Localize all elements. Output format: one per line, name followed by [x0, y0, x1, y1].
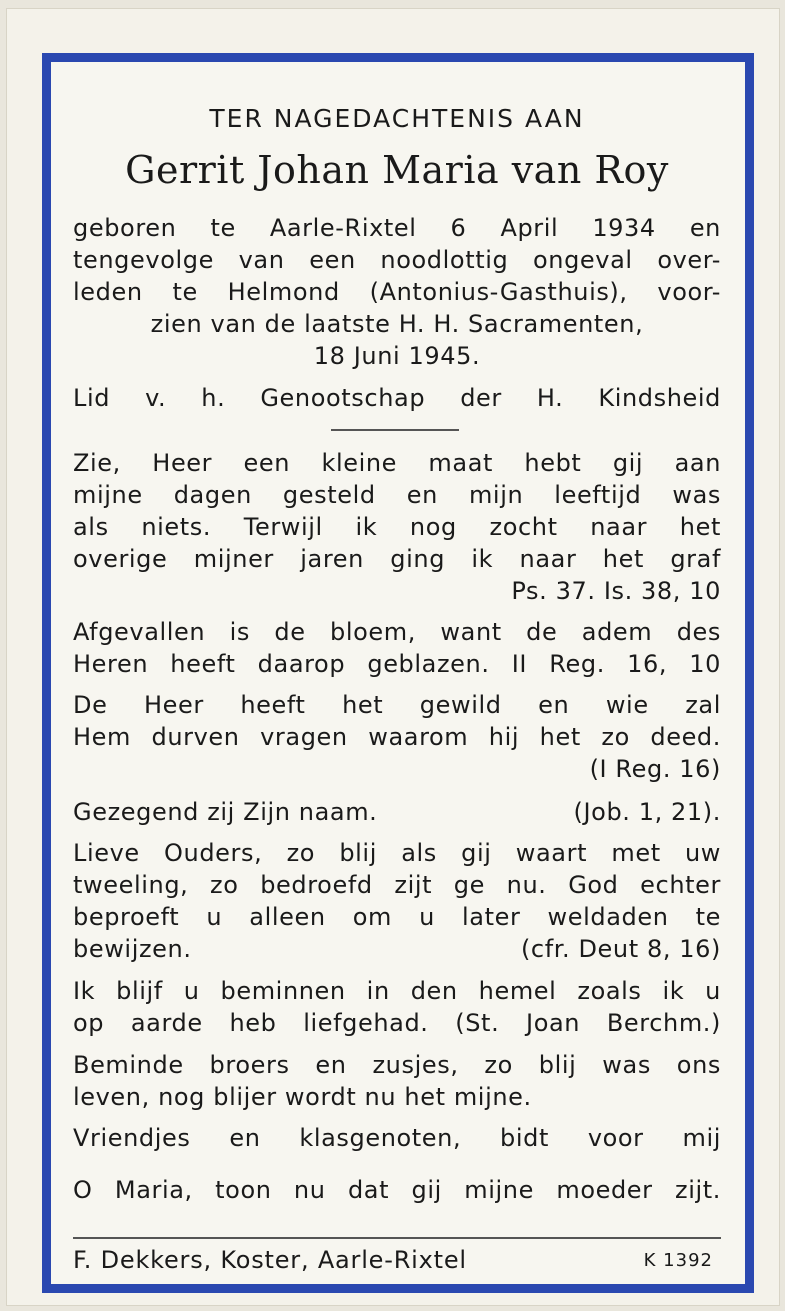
verse-line: als niets. Terwijl ik nog zocht naar het — [73, 513, 721, 541]
verse-line: O Maria, toon nu dat gij mijne moeder zijt. — [73, 1176, 721, 1204]
blue-border-frame — [42, 53, 754, 1293]
verse-line: Gezegend zij Zijn naam. — [73, 798, 378, 826]
verse-line: Vriendjes en klasgenoten, bidt voor mij — [73, 1124, 721, 1152]
verse-line: Beminde broers en zusjes, zo blij was ons — [73, 1051, 721, 1079]
print-code: K 1392 — [643, 1250, 713, 1271]
verse-line: Lieve Ouders, zo blij als gij waart met uw — [73, 839, 721, 867]
verse-line: Zie, Heer een kleine maat hebt gij aan — [73, 449, 721, 477]
bio-line: geboren te Aarle-Rixtel 6 April 1934 en — [73, 214, 721, 242]
printer-line: F. Dekkers, Koster, Aarle-Rixtel — [73, 1246, 467, 1274]
verse-line: mijne dagen gesteld en mijn leeftijd was — [73, 481, 721, 509]
bio-line: leden te Helmond (Antonius-Gasthuis), voor- — [73, 278, 721, 306]
footer-divider — [73, 1237, 721, 1239]
bio-line: 18 Juni 1945. — [313, 342, 481, 370]
verse-line: bewijzen. — [73, 935, 192, 963]
verse-line: Hem durven vragen waarom hij het zo deed. — [73, 723, 721, 751]
verse-line: De Heer heeft het gewild en wie zal — [73, 691, 721, 719]
memorial-card — [6, 8, 780, 1306]
divider — [331, 429, 459, 431]
membership-line: Lid v. h. Genootschap der H. Kindsheid — [73, 384, 721, 412]
verse-reference: (I Reg. 16) — [589, 755, 721, 783]
header-title: TER NAGEDACHTENIS AAN — [209, 104, 585, 133]
bio-line: zien van de laatste H. H. Sacramenten, — [150, 310, 644, 338]
verse-line: beproeft u alleen om u later weldaden te — [73, 903, 721, 931]
verse-line: Afgevallen is de bloem, want de adem des — [73, 618, 721, 646]
deceased-name: Gerrit Johan Maria van Roy — [125, 148, 669, 192]
bio-line: tengevolge van een noodlottig ongeval over- — [73, 246, 721, 274]
verse-reference: Ps. 37. Is. 38, 10 — [511, 577, 721, 605]
verse-reference: (Job. 1, 21). — [573, 798, 721, 826]
verse-line: Ik blijf u beminnen in den hemel zoals ik u — [73, 977, 721, 1005]
verse-line: tweeling, zo bedroefd zijt ge nu. God echter — [73, 871, 721, 899]
verse-line: op aarde heb liefgehad. (St. Joan Berchm.) — [73, 1009, 721, 1037]
verse-line: leven, nog blijer wordt nu het mijne. — [73, 1083, 532, 1111]
verse-line: overige mijner jaren ging ik naar het graf — [73, 545, 721, 573]
verse-line: Heren heeft daarop geblazen. II Reg. 16, 10 — [73, 650, 721, 678]
verse-reference: (cfr. Deut 8, 16) — [520, 935, 721, 963]
